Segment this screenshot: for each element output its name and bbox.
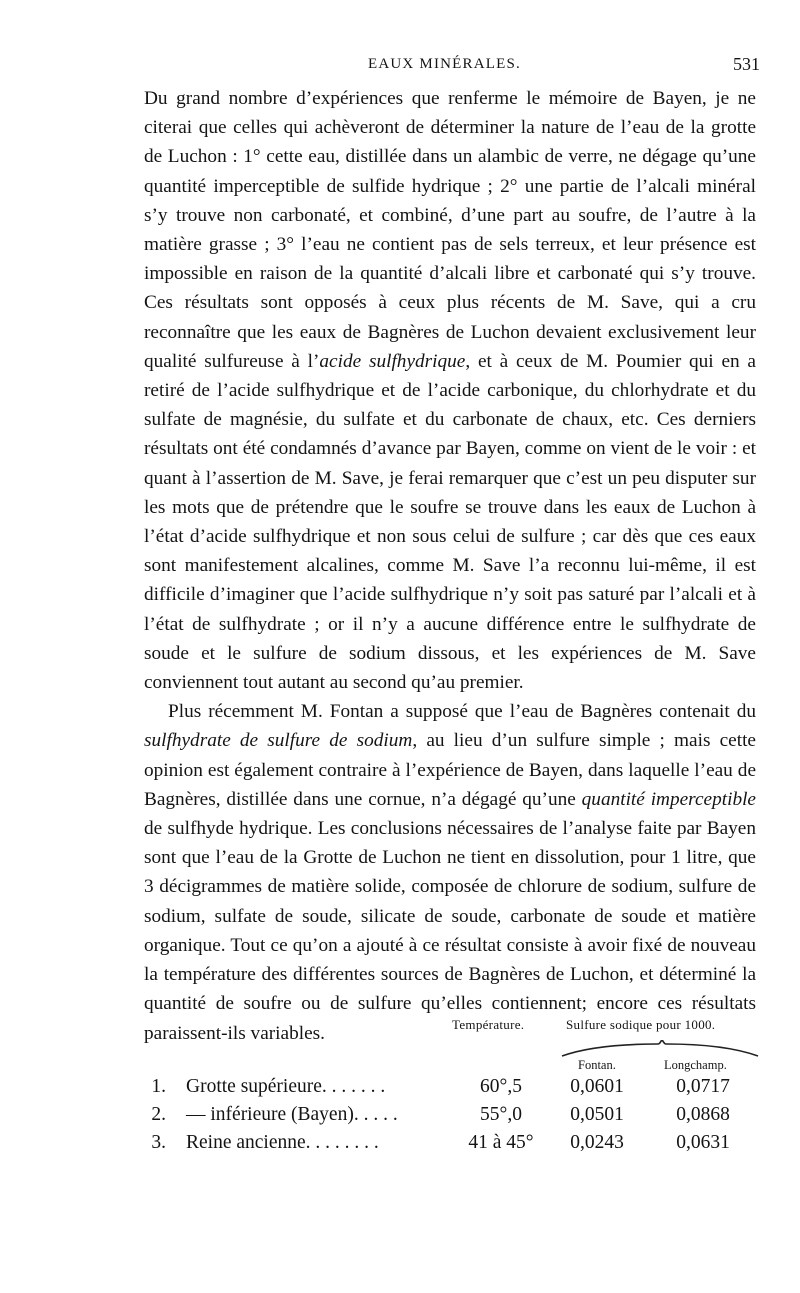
paragraph-2-text-b: , au lieu d’un sulfure simple ; mais cette opinion est également contraire à l’expérience de Bayen, dans laquelle l’eau de Bagnères, distillée dans une cornue, n’a dégagé qu’une xyxy=(144,730,756,810)
table-row xyxy=(0,1104,800,1132)
paragraph-2-text-a: Plus récemment M. Fontan a supposé que l’eau de Bagnères contenait du xyxy=(168,701,756,723)
longchamp-value: 0,0717 xyxy=(676,1076,730,1097)
table-row xyxy=(0,1076,800,1104)
fontan-value: 0,0601 xyxy=(570,1076,624,1097)
temperature-value: 55°,0 xyxy=(480,1104,522,1125)
paragraph-1-text-a: Du grand nombre d’expériences que renferme le mémoire de Bayen, je ne citerai que celles qui achèveront de déterminer la nature de l’eau de la grotte de Luchon : 1° cette eau, distillée dans un alambic de verre, ne dégage qu’une quantité imperceptible de sulfide hydrique ; 2° une partie de l’alcali minéral s’y trouve non carbonaté, et combiné, d’une part au soufre, de l’autre à la matière grasse ; 3° l’eau ne contient pas de sels terreux, et leur présence est impossible en raison de la quantité d’alcali libre et carbonaté qui s’y trouve. Ces résultats sont opposés à ceux plus récents de M. Save, qui a cru reconnaître que les eaux de Bagnères de Luchon devaient exclusivement leur qualité sulfureuse à l’ xyxy=(144,88,756,372)
source-name: Reine ancienne. . . . . . . . xyxy=(186,1132,379,1153)
source-name: Grotte supérieure. . . . . . . xyxy=(186,1076,386,1097)
paragraph-2-text-c: de sulfhyde hydrique. Les conclusions nécessaires de l’analyse faite par Bayen sont que l’eau de la Grotte de Luchon ne tient en dissolution, pour 1 litre, que 3 décigrammes de matière solide, composée de chlorure de sodium, sulfure de sodium, sulfate de soude, silicate de soude, carbonate de soude et matière organique. Tout ce qu’on a ajouté à ce résultat consiste à avoir fixé de nouveau la température des différentes sources de Bagnères de Luchon, et déterminé la quantité de soufre ou de sulfure qu’elles contiennent; encore ces résultats paraissent-ils variables. xyxy=(144,818,756,1044)
temperature-value: 41 à 45° xyxy=(468,1132,534,1153)
page-number: 531 xyxy=(733,54,760,74)
fontan-value: 0,0501 xyxy=(570,1104,624,1125)
italic-sulfhydrate-de-sulfure: sulfhydrate de sulfure de sodium xyxy=(144,730,413,752)
running-title: EAUX MINÉRALES. xyxy=(368,56,521,72)
longchamp-value: 0,0868 xyxy=(676,1104,730,1125)
column-header-temperature: Température. xyxy=(452,1017,525,1032)
brace-icon xyxy=(560,1040,760,1060)
subheader-longchamp: Longchamp. xyxy=(664,1058,727,1072)
column-header-sulfure: Sulfure sodique pour 1000. xyxy=(566,1017,716,1032)
temperature-value: 60°,5 xyxy=(480,1076,522,1097)
row-number: 2. xyxy=(151,1104,166,1125)
subheader-fontan: Fontan. xyxy=(578,1058,616,1072)
italic-acide-sulfhydrique: acide sulfhydrique xyxy=(319,350,466,372)
paragraph-1-text-b: , et à ceux de M. Poumier qui en a retiré de l’acide sulfhydrique et de l’acide carbonique, du chlorhydrate et du sulfate de magnésie, du sulfate et du carbonate de chaux, etc. Ces derniers résultats ont été condamnés d’avance par Bayen, comme on vient de le voir : et quant à l’assertion de M. Save, je ferai remarquer que c’est un peu disputer sur les mots que de prétendre que le soufre se trouve dans les eaux de Luchon à l’état d’acide sulfhydrique et non sous celui de sulfure ; car dès que ces eaux sont manifestement alcalines, comme M. Save l’a reconnu lui-même, il est difficile d’imaginer que l’acide sulfhydrique n’y soit pas saturé par l’alcali et à l’état de sulfhydrate ; or il n’y a aucune différence entre le sulfhydrate de soude et le sulfure de sodium dissous, et les expériences de M. Save conviennent tout autant au second qu’au premier. xyxy=(144,350,756,694)
row-number: 1. xyxy=(151,1076,166,1097)
row-number: 3. xyxy=(151,1132,166,1153)
fontan-value: 0,0243 xyxy=(570,1132,624,1153)
longchamp-value: 0,0631 xyxy=(676,1132,730,1153)
source-name: — inférieure (Bayen). . . . . xyxy=(186,1104,398,1125)
table-row xyxy=(0,1132,800,1160)
italic-quantite-imperceptible: quantité imperceptible xyxy=(581,788,756,810)
